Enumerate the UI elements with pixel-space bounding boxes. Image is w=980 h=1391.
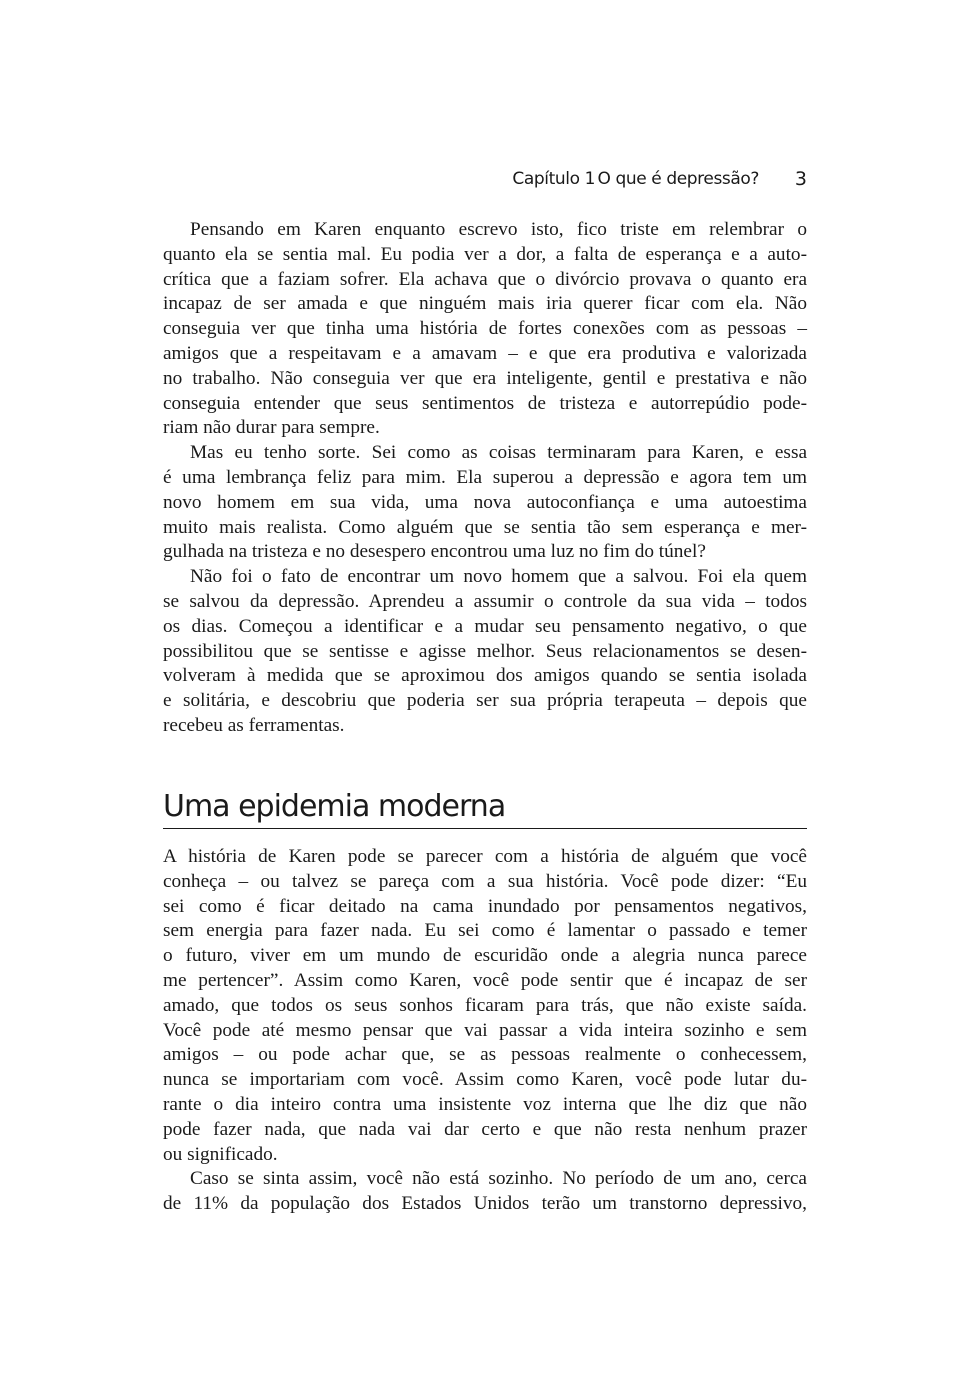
- text-line: sem energia para fazer nada. Eu sei como é lamentar o passado e temer: [163, 920, 807, 942]
- text-line: nunca se importariam com você. Assim como Karen, você pode lutar du-: [163, 1069, 807, 1091]
- text-line: é uma lembrança feliz para mim. Ela superou a depressão e agora tem um: [163, 466, 807, 488]
- chapter-label: Capítulo 1: [512, 169, 595, 189]
- text-line: pode fazer nada, que nada vai dar certo e que não resta nenhum prazer: [163, 1118, 807, 1140]
- text-line: novo homem em sua vida, uma nova autoconfiança e uma autoestima: [163, 491, 807, 513]
- body-text-block-1: [163, 218, 807, 739]
- text-line: crítica que a faziam sofrer. Ela achava que o divórcio provava o quanto era: [163, 268, 807, 290]
- page-number: 3: [794, 168, 807, 190]
- text-line: o futuro, viver em um mundo de escuridão onde a alegria nunca parece: [163, 945, 807, 967]
- text-line: conheça – ou talvez se pareça com a sua história. Você pode dizer: “Eu: [163, 870, 807, 892]
- text-line: Você pode até mesmo pensar que vai passar a vida inteira sozinho e sem: [163, 1019, 807, 1041]
- text-line: amado, que todos os seus sonhos ficaram para trás, que não existe saída.: [163, 994, 807, 1016]
- text-line: Mas eu tenho sorte. Sei como as coisas terminaram para Karen, e essa: [190, 442, 807, 464]
- text-line: incapaz de ser amada e que ninguém mais iria querer ficar com ela. Não: [163, 293, 807, 315]
- section-heading-text: Uma epidemia moderna: [163, 789, 506, 824]
- text-line: sei como é ficar deitado na cama inundado por pensamentos negativos,: [163, 895, 807, 917]
- text-line: Não foi o fato de encontrar um novo homem que a salvou. Foi ela quem: [190, 566, 807, 588]
- body-text-block-2: [163, 845, 807, 1217]
- text-line: possibilitou que se sentisse e agisse melhor. Seus relacionamentos se desen-: [163, 640, 807, 662]
- text-line: conseguia entender que seus sentimentos de tristeza e autorrepúdio pode-: [163, 392, 807, 414]
- text-line: no trabalho. Não conseguia ver que era inteligente, gentil e prestativa e não: [163, 367, 807, 389]
- text-line: amigos – ou pode achar que, se as pessoas realmente o conhecessem,: [163, 1044, 807, 1066]
- text-line: amigos que a respeitavam e a amavam – e que era produtiva e valorizada: [163, 342, 807, 364]
- text-line: Pensando em Karen enquanto escrevo isto, fico triste em relembrar o: [190, 219, 807, 240]
- text-line: quanto ela se sentia mal. Eu podia ver a dor, a falta de esperança e a auto-: [163, 243, 807, 265]
- text-line: gulhada na tristeza e no desespero encontrou uma luz no fim do túnel?: [163, 541, 706, 563]
- text-line: me pertencer”. Assim como Karen, você pode sentir que é incapaz de ser: [163, 969, 807, 991]
- text-line: volveram à medida que se aproximou dos amigos quando se sentia isolada: [163, 665, 807, 687]
- text-line: Caso se sinta assim, você não está sozinho. No período de um ano, cerca: [190, 1168, 807, 1190]
- text-line: A história de Karen pode se parecer com a história de alguém que você: [163, 846, 807, 867]
- text-line: recebeu as ferramentas.: [163, 714, 345, 736]
- text-line: se salvou da depressão. Aprendeu a assumir o controle da sua vida – todos: [163, 590, 807, 612]
- running-head: [163, 166, 807, 192]
- text-line: muito mais realista. Como alguém que se sentia tão sem esperança e mer-: [163, 516, 807, 538]
- text-line: e solitária, e descobriu que poderia ser sua própria terapeuta – depois que: [163, 690, 807, 712]
- text-line: de 11% da população dos Estados Unidos terão um transtorno depressivo,: [163, 1193, 807, 1215]
- section-heading: [163, 787, 807, 829]
- text-line: rante o dia inteiro contra uma insistente voz interna que lhe diz que não: [163, 1093, 807, 1115]
- text-line: os dias. Começou a identificar e a mudar seu pensamento negativo, o que: [163, 615, 807, 637]
- text-line: ou significado.: [163, 1143, 278, 1165]
- text-line: riam não durar para sempre.: [163, 417, 380, 439]
- chapter-title: O que é depressão?: [597, 169, 759, 189]
- text-line: conseguia ver que tinha uma história de fortes conexões com as pessoas –: [163, 318, 807, 340]
